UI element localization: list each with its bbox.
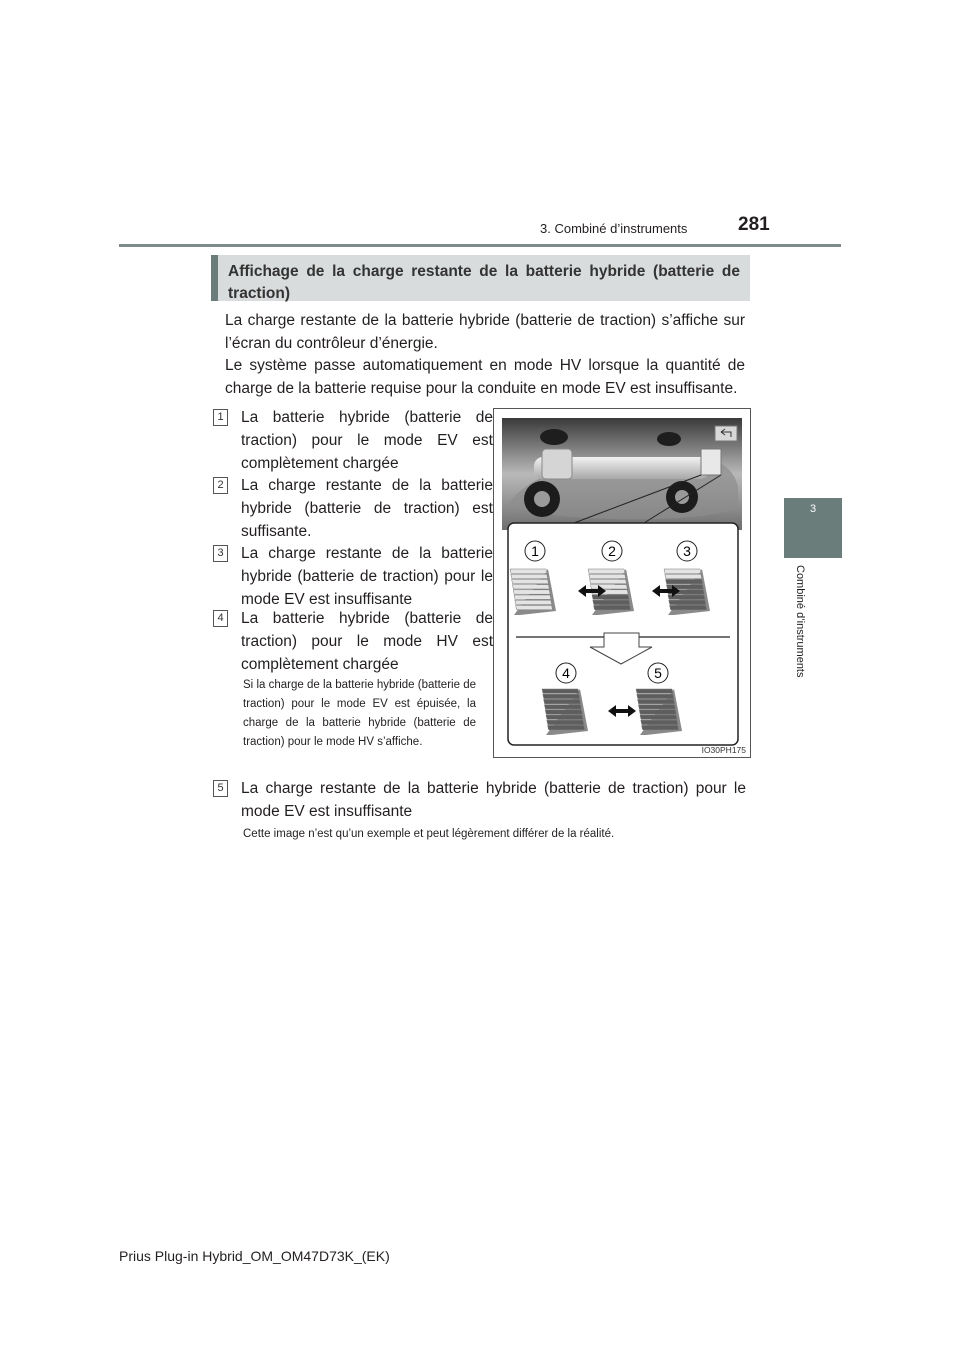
item-number-2: 2 bbox=[213, 477, 228, 494]
battery-gauge-5 bbox=[636, 689, 682, 735]
svg-text:4: 4 bbox=[562, 665, 570, 681]
front-wheel-top bbox=[540, 429, 568, 445]
section-heading: Affichage de la charge restante de la batterie hybride (batterie de traction) bbox=[211, 255, 750, 301]
chapter-tab-label: Combiné d’instruments bbox=[794, 565, 806, 678]
callout-5 bbox=[648, 663, 668, 683]
page-number: 281 bbox=[738, 214, 770, 235]
rear-wheel-top bbox=[657, 432, 681, 446]
intro-paragraph-2: Le système passe automatiquement en mode HV lorsque la quantité de charge de la batterie requise pour la conduite en mode EV est insuffisante. bbox=[225, 357, 745, 397]
item-text-5: La charge restante de la batterie hybride (batterie de traction) pour le mode EV est insuffisante bbox=[241, 780, 746, 820]
figure-code: IO30PH175 bbox=[701, 745, 746, 755]
header-divider bbox=[119, 244, 841, 247]
svg-text:3: 3 bbox=[683, 543, 691, 559]
figure-illustration bbox=[494, 409, 750, 757]
callout-4 bbox=[556, 663, 576, 683]
battery-gauge-4 bbox=[542, 689, 588, 735]
battery-display-figure bbox=[493, 408, 751, 758]
document-footer: Prius Plug-in Hybrid_OM_OM47D73K_(EK) bbox=[119, 1248, 390, 1264]
item-number-3: 3 bbox=[213, 545, 228, 562]
callout-3 bbox=[677, 541, 697, 561]
svg-text:1: 1 bbox=[531, 543, 539, 559]
intro-paragraph-1: La charge restante de la batterie hybride (batterie de traction) s’affiche sur l’écran du contrôleur d’énergie. bbox=[225, 312, 745, 352]
item-number-1: 1 bbox=[213, 409, 228, 426]
back-arrow-icon[interactable] bbox=[715, 426, 737, 441]
item-number-4: 4 bbox=[213, 610, 228, 627]
engine-block bbox=[542, 449, 572, 479]
callout-1 bbox=[525, 541, 545, 561]
chapter-title: 3. Combiné d’instruments bbox=[540, 221, 688, 236]
svg-text:5: 5 bbox=[654, 665, 662, 681]
callout-2 bbox=[602, 541, 622, 561]
item-number-5: 5 bbox=[213, 780, 228, 797]
svg-text:2: 2 bbox=[608, 543, 616, 559]
item-text-1: La batterie hybride (batterie de traction) pour le mode EV est complètement chargée bbox=[241, 409, 493, 472]
item-text-2: La charge restante de la batterie hybride (batterie de traction) est suffisante. bbox=[241, 477, 493, 540]
chapter-tab: 3 bbox=[784, 498, 842, 558]
screen-battery-icon bbox=[701, 449, 721, 475]
item-text-3: La charge restante de la batterie hybride (batterie de traction) pour le mode EV est insuffisante bbox=[241, 545, 493, 608]
item-4-note: Si la charge de la batterie hybride (batterie de traction) pour le mode EV est épuisée, la charge de la batterie hybride (batterie de traction) pour le mode HV s’affiche. bbox=[243, 679, 476, 748]
image-disclaimer: Cette image n’est qu’un exemple et peut légèrement différer de la réalité. bbox=[243, 828, 615, 840]
item-text-4: La batterie hybride (batterie de traction) pour le mode HV est complètement chargée bbox=[241, 610, 493, 673]
battery-gauge-1 bbox=[510, 569, 556, 615]
